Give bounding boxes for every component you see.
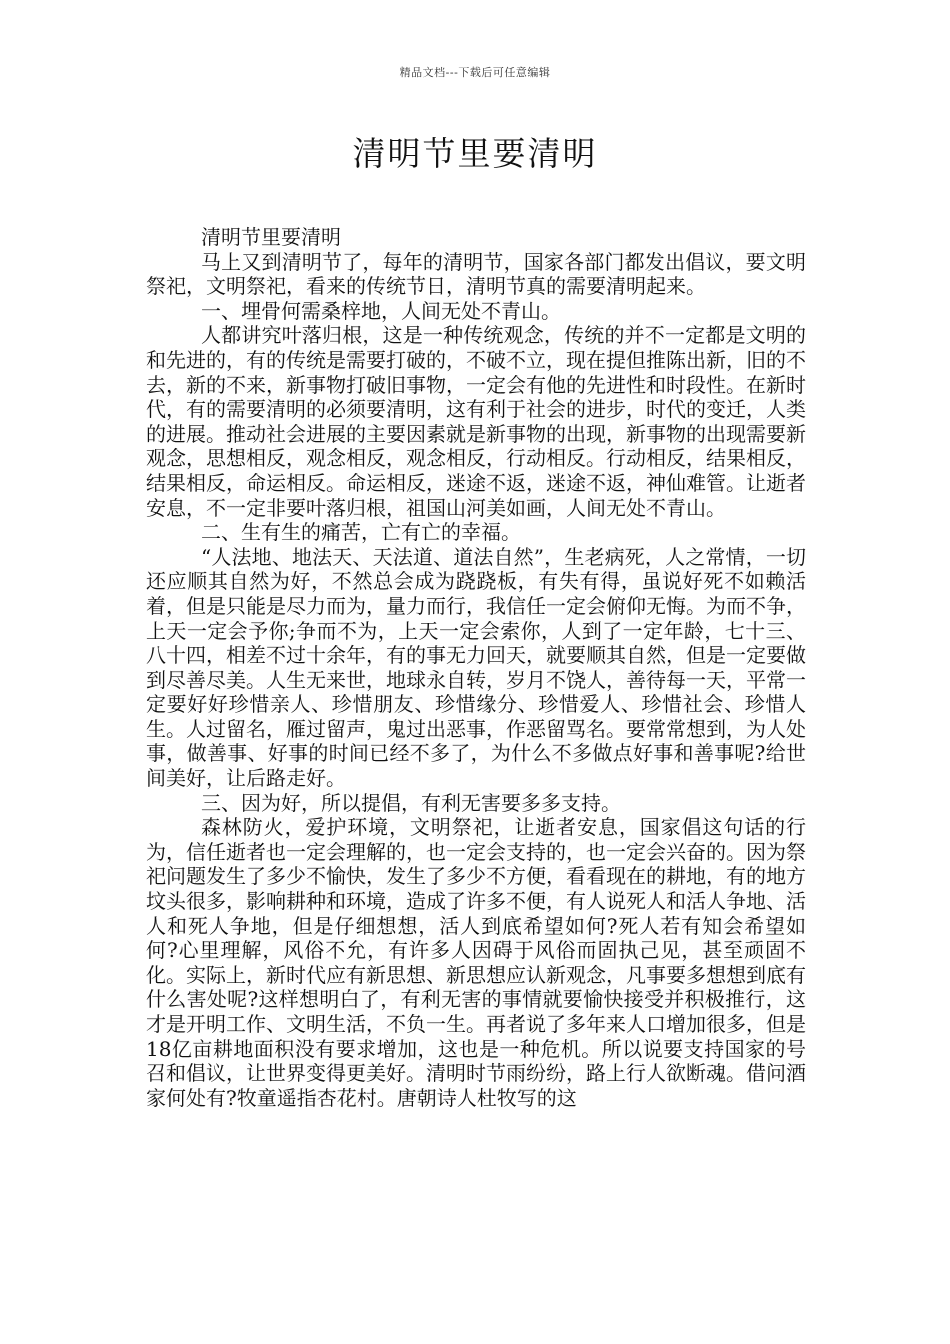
document-body [146, 225, 806, 1110]
section-heading: 三、因为好，所以提倡，有利无害要多多支持。 [201, 790, 621, 815]
body-paragraph: 人都讲究叶落归根，这是一种传统观念，传统的并不一定都是文明的和先进的，有的传统是需要打破的，不破不立，现在提但推陈出新，旧的不去，新的不来，新事物打破旧事物，一定会有他的先进性和时段性。在新时代，有的需要清明的必须要清明，这有利于社会的进步，时代的变迁，人类的进展。推动社会进展的主要因素就是新事物的出现，新事物的出现需要新观念，思想相反，观念相反，观念相反，行动相反。行动相反，结果相反，结果相反，命运相反。命运相反，迷途不返，迷途不返，神仙难管。让逝者安息，不一定非要叶落归根，祖国山河美如画，人间无处不青山。 [146, 323, 806, 520]
body-paragraph: 马上又到清明节了，每年的清明节，国家各部门都发出倡议，要文明祭祀，文明祭祀，看来的传统节日，清明节真的需要清明起来。 [146, 249, 806, 299]
page-title: 清明节里要清明 [352, 134, 598, 173]
body-paragraph: “人法地、地法天、天法道、道法自然”，生老病死，人之常情，一切还应顺其自然为好，不然总会成为跷跷板，有失有得，虽说好死不如赖活着，但是只能是尽力而为，量力而行，我信任一定会俯仰无悔。为而不争，上天一定会予你;争而不为，上天一定会索你，人到了一定年龄，七十三、八十四，相差不过十余年，有的事无力回天，就要顺其自然，但是一定要做到尽善尽美。人生无来世，地球永自转，岁月不饶人，善待每一天，平常一定要好好珍惜亲人、珍惜朋友、珍惜缘分、珍惜爱人、珍惜社会、珍惜人生。人过留名，雁过留声，鬼过出恶事，作恶留骂名。要常常想到，为人处事，做善事、好事的时间已经不多了，为什么不多做点好事和善事呢?给世间美好，让后路走好。 [146, 544, 806, 791]
section-heading: 一、埋骨何需桑梓地，人间无处不青山。 [201, 298, 561, 323]
header-note: 精品文档---下载后可任意编辑 [399, 66, 551, 79]
section-heading: 二、生有生的痛苦，亡有亡的幸福。 [201, 520, 521, 545]
body-paragraph: 森林防火，爱护环境，文明祭祀，让逝者安息，国家倡这句话的行为，信任逝者也一定会理解的，也一定会支持的，也一定会兴奋的。因为祭祀问题发生了多少不愉快，发生了多少不方便，看看现在的耕地，有的地方坟头很多，影响耕种和环境，造成了许多不便，有人说死人和活人争地、活人和死人争地，但是仔细想想，活人到底希望如何?死人若有知会希望如何?心里理解，风俗不允，有许多人因碍于风俗而固执己见，甚至顽固不化。实际上，新时代应有新思想、新思想应认新观念，凡事要多想想到底有什么害处呢?这样想明白了，有利无害的事情就要愉快接受并积极推行，这才是开明工作、文明生活，不负一生。再者说了多年来人口增加很多，但是18亿亩耕地面积没有要求增加，这也是一种危机。所以说要支持国家的号召和倡议，让世界变得更美好。清明时节雨纷纷，路上行人欲断魂。借问酒家何处有?牧童遥指杏花村。唐朝诗人杜牧写的这 [146, 815, 806, 1110]
body-paragraph: 清明节里要清明 [201, 225, 341, 249]
